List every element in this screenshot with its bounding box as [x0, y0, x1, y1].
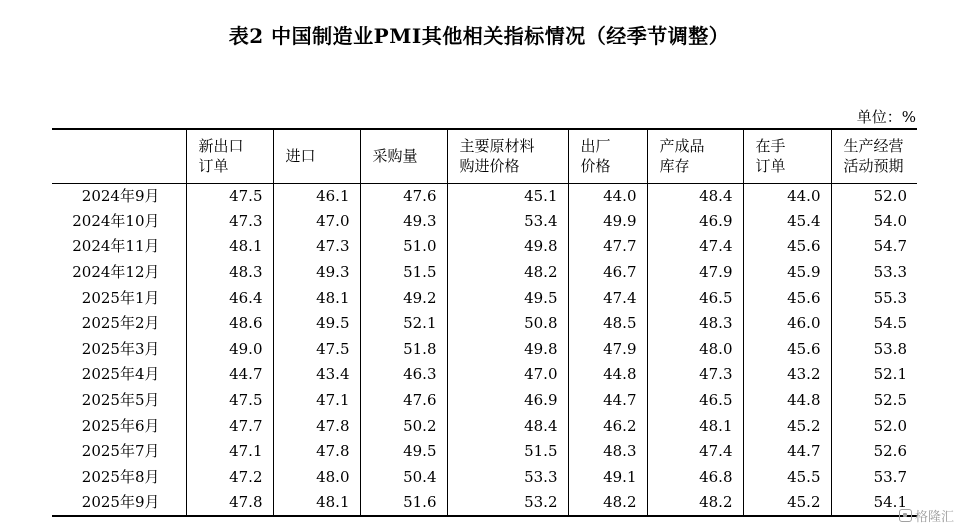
value-cell: 45.6: [743, 285, 831, 311]
value-cell: 48.1: [273, 285, 360, 311]
value-cell: 43.4: [273, 362, 360, 388]
period-cell: 2025年6月: [81, 416, 160, 435]
value-cell: 48.3: [186, 260, 273, 286]
value-cell: 45.4: [743, 209, 831, 235]
value-cell: 52.0: [831, 413, 917, 439]
watermark: [899, 506, 954, 525]
header-line: 活动预期: [843, 157, 904, 176]
unit-label: 单位：%: [856, 108, 916, 126]
value-cell: 47.6: [360, 388, 447, 414]
value-cell: 48.2: [447, 260, 568, 286]
page-title: 表2 中国制造业PMI其他相关指标情况（经季节调整）: [228, 24, 730, 48]
value-cell: 48.6: [186, 311, 273, 337]
value-cell: 47.8: [273, 439, 360, 465]
value-cell: 47.1: [273, 388, 360, 414]
value-cell: 48.1: [186, 234, 273, 260]
value-cell: 54.7: [831, 234, 917, 260]
header-cell: [186, 129, 273, 183]
table-header: [52, 129, 917, 183]
value-cell: 46.5: [647, 285, 743, 311]
value-cell: 45.2: [743, 490, 831, 516]
period-cell: 2024年9月: [81, 186, 160, 205]
value-cell: 48.4: [447, 413, 568, 439]
value-cell: 51.0: [360, 234, 447, 260]
value-cell: 44.7: [568, 388, 647, 414]
value-cell: 49.8: [447, 234, 568, 260]
value-cell: 52.5: [831, 388, 917, 414]
table-row: [52, 285, 917, 311]
value-cell: 51.5: [360, 260, 447, 286]
header-line: 新出口: [198, 137, 244, 156]
period-cell: 2025年7月: [81, 442, 160, 461]
value-cell: 48.3: [647, 311, 743, 337]
value-cell: 47.1: [186, 439, 273, 465]
value-cell: 47.3: [186, 209, 273, 235]
value-cell: 54.0: [831, 209, 917, 235]
value-cell: 47.0: [447, 362, 568, 388]
watermark-text: 格隆汇: [914, 510, 954, 525]
value-cell: 53.2: [447, 490, 568, 516]
value-cell: 51.5: [447, 439, 568, 465]
value-cell: 46.1: [273, 183, 360, 209]
value-cell: 47.5: [273, 337, 360, 363]
value-cell: 45.2: [743, 413, 831, 439]
pmi-table-container: [52, 128, 917, 517]
value-cell: 55.3: [831, 285, 917, 311]
value-cell: 48.4: [647, 183, 743, 209]
header-cell: [743, 129, 831, 183]
value-cell: 48.1: [273, 490, 360, 516]
value-cell: 49.3: [360, 209, 447, 235]
value-cell: 54.5: [831, 311, 917, 337]
value-cell: 47.5: [186, 183, 273, 209]
value-cell: 45.6: [743, 234, 831, 260]
value-cell: 45.5: [743, 465, 831, 491]
value-cell: 44.7: [743, 439, 831, 465]
table-row: [52, 260, 917, 286]
value-cell: 44.7: [186, 362, 273, 388]
value-cell: 47.9: [647, 260, 743, 286]
header-row: [52, 129, 917, 183]
header-cell-period: [52, 129, 186, 183]
value-cell: 52.6: [831, 439, 917, 465]
header-line: 价格: [580, 157, 611, 176]
pmi-indicators-table: [52, 128, 917, 517]
period-cell: 2024年10月: [72, 211, 160, 230]
value-cell: 47.3: [273, 234, 360, 260]
value-cell: 51.6: [360, 490, 447, 516]
value-cell: 49.1: [568, 465, 647, 491]
header-line: 产成品: [659, 137, 705, 156]
value-cell: 47.7: [186, 413, 273, 439]
table-row: [52, 209, 917, 235]
value-cell: 49.8: [447, 337, 568, 363]
header-line: 主要原材料: [459, 137, 535, 156]
value-cell: 45.9: [743, 260, 831, 286]
table-row: [52, 490, 917, 516]
value-cell: 47.5: [186, 388, 273, 414]
value-cell: 46.7: [568, 260, 647, 286]
period-cell: 2025年1月: [81, 288, 160, 307]
period-cell: 2025年2月: [81, 314, 160, 333]
value-cell: 53.8: [831, 337, 917, 363]
value-cell: 46.9: [447, 388, 568, 414]
logo-square-icon: [899, 509, 912, 522]
value-cell: 47.0: [273, 209, 360, 235]
value-cell: 47.7: [568, 234, 647, 260]
table-row: [52, 413, 917, 439]
value-cell: 44.8: [568, 362, 647, 388]
value-cell: 49.5: [447, 285, 568, 311]
header-cell: [831, 129, 917, 183]
table-row: [52, 465, 917, 491]
value-cell: 49.2: [360, 285, 447, 311]
value-cell: 48.0: [647, 337, 743, 363]
value-cell: 54.1: [831, 490, 917, 516]
value-cell: 49.5: [360, 439, 447, 465]
value-cell: 47.6: [360, 183, 447, 209]
value-cell: 46.4: [186, 285, 273, 311]
header-cell: [360, 129, 447, 183]
value-cell: 46.5: [647, 388, 743, 414]
header-cell: [447, 129, 568, 183]
header-line: 库存: [659, 157, 690, 176]
value-cell: 52.1: [360, 311, 447, 337]
table-row: [52, 337, 917, 363]
table-row: [52, 183, 917, 209]
value-cell: 53.4: [447, 209, 568, 235]
period-cell: 2024年12月: [72, 263, 160, 282]
value-cell: 47.3: [647, 362, 743, 388]
value-cell: 53.3: [831, 260, 917, 286]
value-cell: 51.8: [360, 337, 447, 363]
value-cell: 45.6: [743, 337, 831, 363]
value-cell: 48.5: [568, 311, 647, 337]
value-cell: 49.3: [273, 260, 360, 286]
value-cell: 47.2: [186, 465, 273, 491]
value-cell: 48.1: [647, 413, 743, 439]
table-row: [52, 311, 917, 337]
value-cell: 44.0: [568, 183, 647, 209]
table-row: [52, 388, 917, 414]
value-cell: 44.8: [743, 388, 831, 414]
value-cell: 49.9: [568, 209, 647, 235]
period-cell: 2025年9月: [52, 490, 186, 516]
header-cell: [568, 129, 647, 183]
value-cell: 53.3: [447, 465, 568, 491]
value-cell: 49.0: [186, 337, 273, 363]
header-line: 采购量: [372, 147, 418, 166]
value-cell: 43.2: [743, 362, 831, 388]
value-cell: 50.4: [360, 465, 447, 491]
value-cell: 50.2: [360, 413, 447, 439]
value-cell: 48.3: [568, 439, 647, 465]
value-cell: 48.2: [647, 490, 743, 516]
value-cell: 52.1: [831, 362, 917, 388]
table-body: [52, 183, 917, 516]
value-cell: 46.2: [568, 413, 647, 439]
value-cell: 46.9: [647, 209, 743, 235]
value-cell: 47.8: [186, 490, 273, 516]
value-cell: 44.0: [743, 183, 831, 209]
value-cell: 48.2: [568, 490, 647, 516]
header-cell: [273, 129, 360, 183]
value-cell: 52.0: [831, 183, 917, 209]
value-cell: 53.7: [831, 465, 917, 491]
value-cell: 45.1: [447, 183, 568, 209]
value-cell: 48.0: [273, 465, 360, 491]
value-cell: 47.9: [568, 337, 647, 363]
period-cell: 2025年8月: [81, 467, 160, 486]
period-cell: 2025年5月: [81, 391, 160, 410]
table-row: [52, 362, 917, 388]
value-cell: 46.3: [360, 362, 447, 388]
period-cell: 2025年4月: [81, 365, 160, 384]
header-line: 进口: [285, 147, 316, 166]
value-cell: 47.4: [568, 285, 647, 311]
value-cell: 47.4: [647, 439, 743, 465]
header-line: 购进价格: [459, 157, 520, 176]
value-cell: 47.4: [647, 234, 743, 260]
value-cell: 49.5: [273, 311, 360, 337]
header-line: 订单: [198, 157, 229, 176]
header-line: 出厂: [580, 137, 611, 156]
header-cell: [647, 129, 743, 183]
header-line: 订单: [755, 157, 786, 176]
header-line: 在手: [755, 137, 786, 156]
period-cell: 2024年11月: [72, 237, 160, 256]
value-cell: 50.8: [447, 311, 568, 337]
value-cell: 46.0: [743, 311, 831, 337]
period-cell: 2025年3月: [81, 339, 160, 358]
value-cell: 47.8: [273, 413, 360, 439]
table-row: [52, 234, 917, 260]
value-cell: 46.8: [647, 465, 743, 491]
header-line: 生产经营: [843, 137, 904, 156]
table-row: [52, 439, 917, 465]
